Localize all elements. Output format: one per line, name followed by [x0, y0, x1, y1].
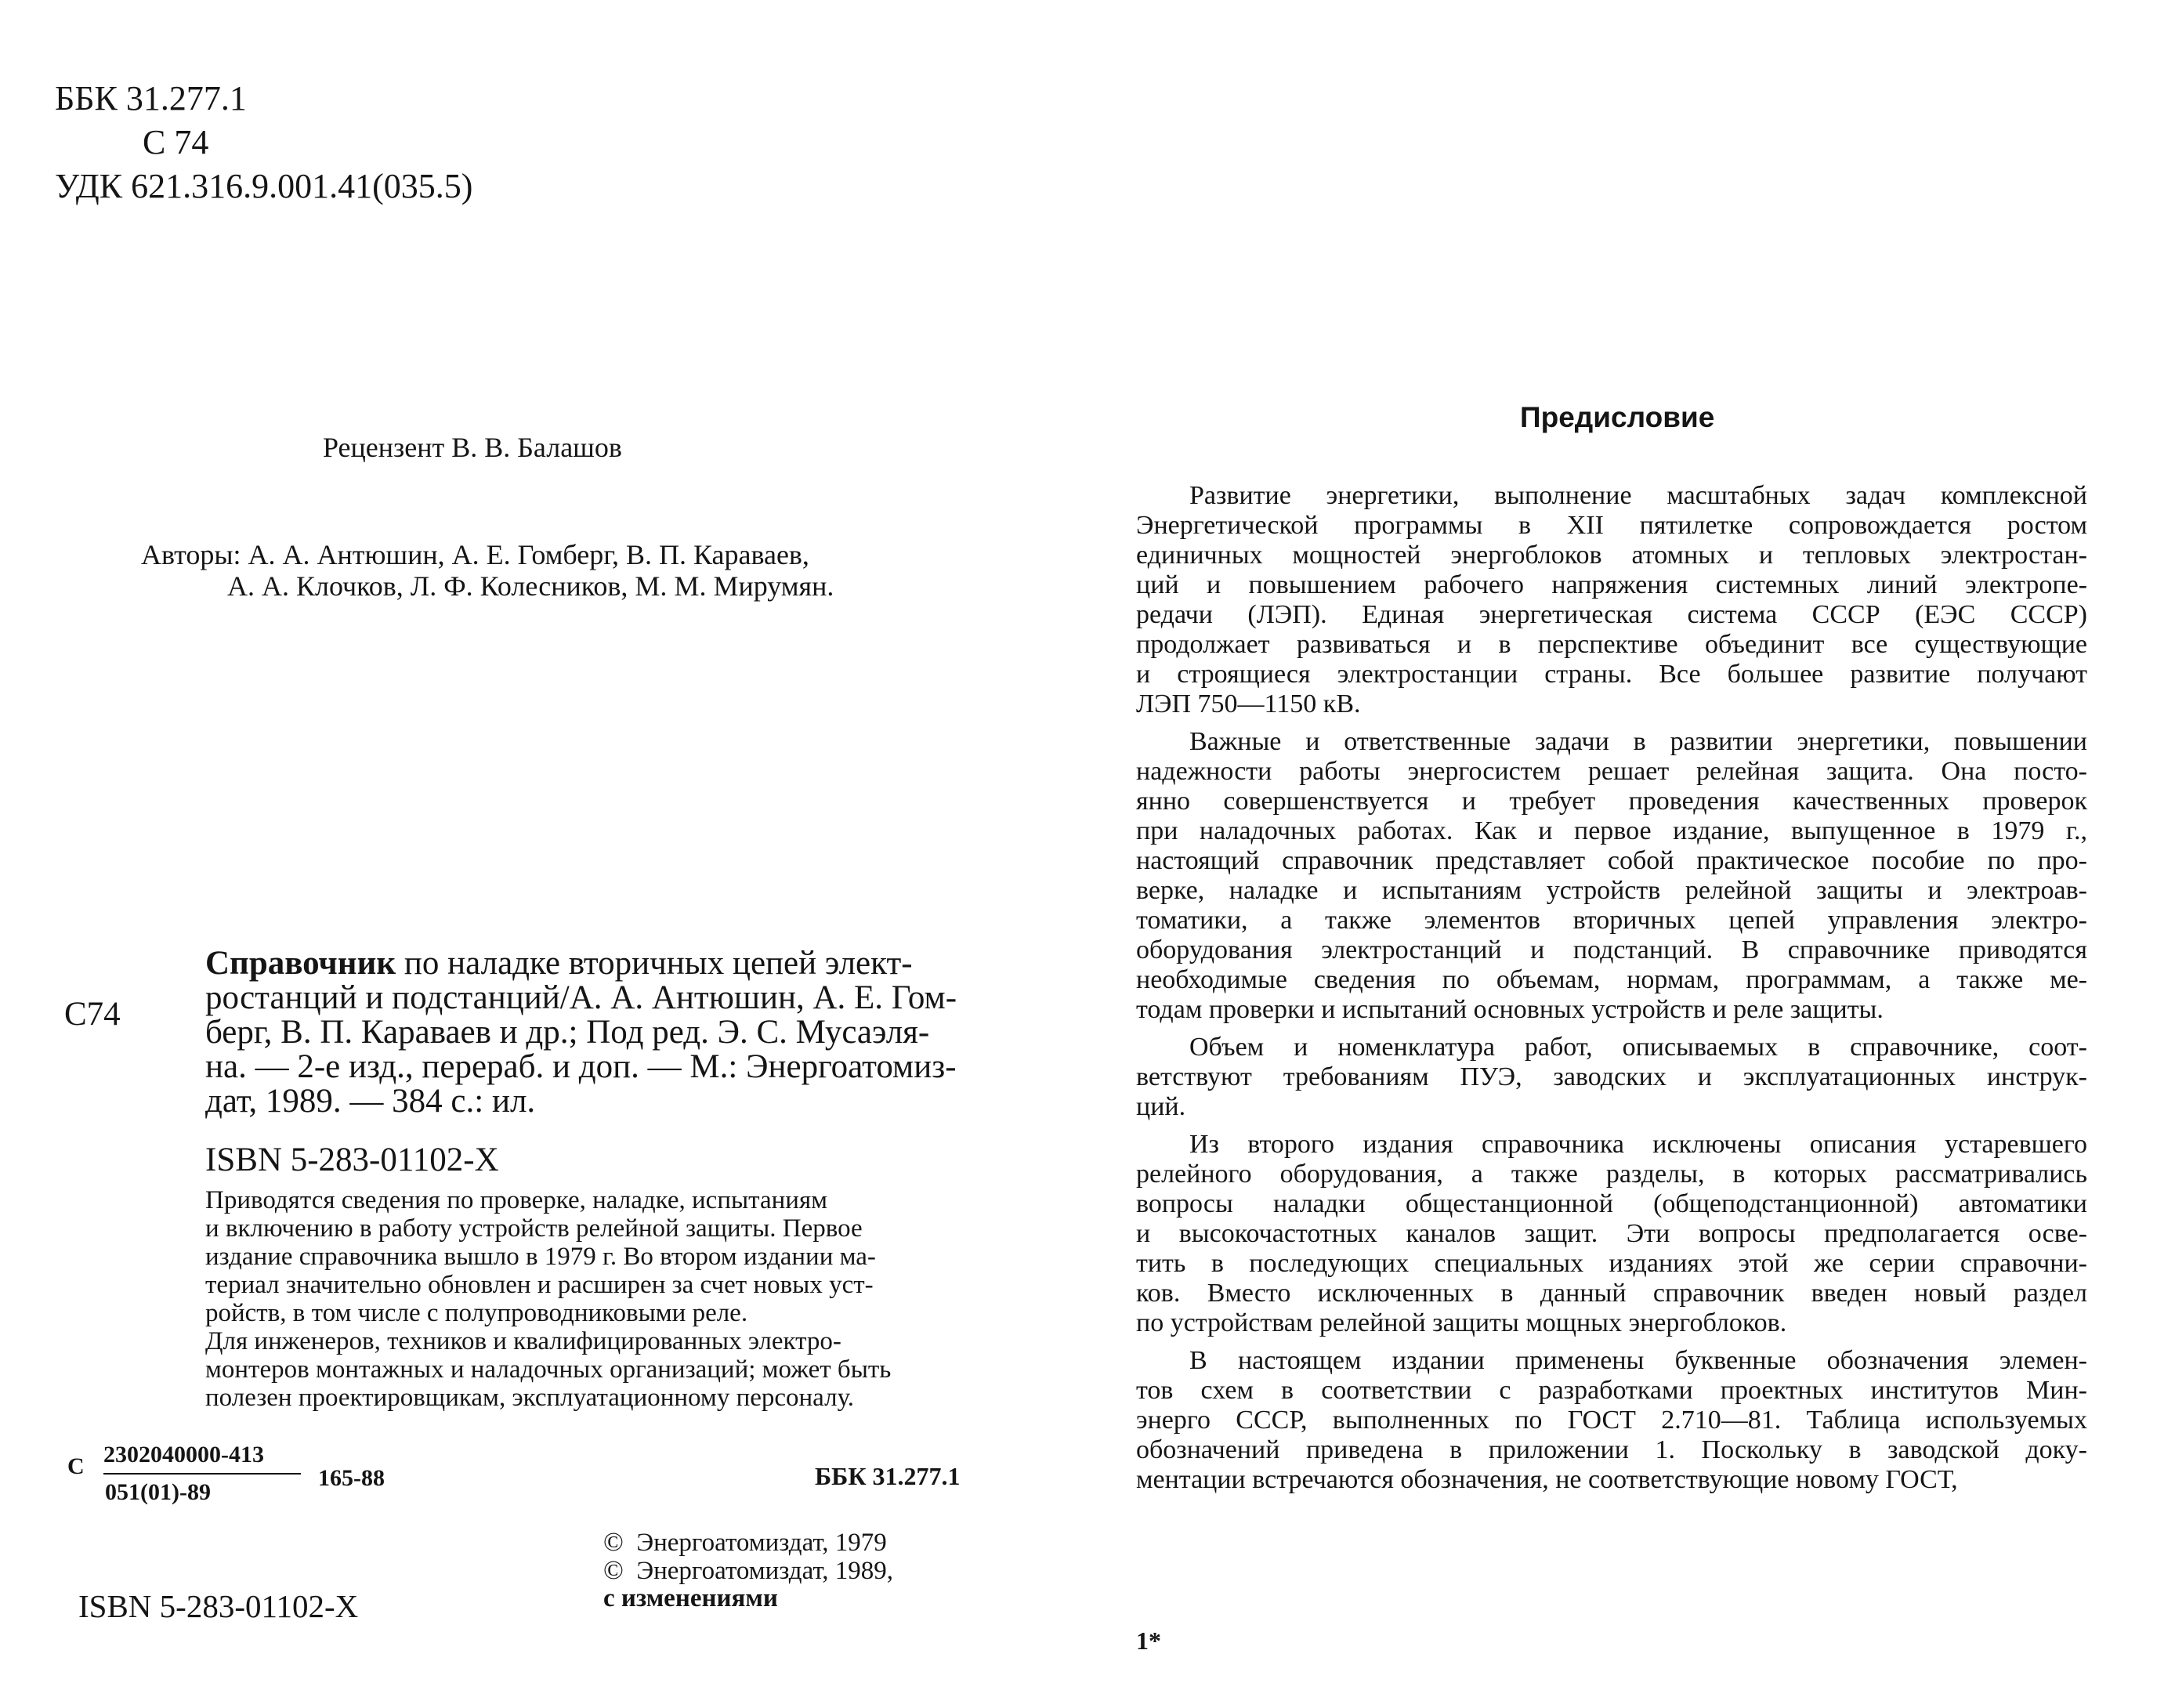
preface-line: тодам проверки и испытаний основных устройств и реле защиты.	[1136, 995, 1884, 1024]
citation-line-5: дат, 1989. — 384 с.: ил.	[205, 1083, 536, 1120]
abstract-line: и включению в работу устройств релейной защиты. Первое	[205, 1214, 863, 1243]
preface-line: вопросы наладки общестанционной (общеподстанционной) автоматики	[1136, 1189, 2087, 1218]
preface-line: верке, наладке и испытаниям устройств релейной защиты и электроав-	[1136, 876, 2087, 905]
isbn-bottom: ISBN 5-283-01102-Х	[78, 1588, 359, 1624]
preface-line: тить в последующих специальных изданиях этой же серии справочни-	[1136, 1249, 2087, 1278]
abstract-line: Приводятся сведения по проверке, наладке, испытаниям	[205, 1186, 828, 1214]
isbn-citation: ISBN 5-283-01102-Х	[205, 1142, 499, 1178]
preface-line: необходимые сведения по объемам, нормам, программам, а также ме-	[1136, 965, 2087, 994]
preface-line: ветствуют требованиям ПУЭ, заводских и эксплуатационных инструк-	[1136, 1062, 2087, 1091]
authors-line-2: А. А. Клочков, Л. Ф. Колесников, М. М. Мирумян.	[227, 570, 834, 602]
preface-paragraph	[1136, 483, 2087, 721]
classification-numerator: 2302040000-413	[103, 1442, 264, 1467]
udk-code: УДК 621.316.9.001.41(035.5)	[55, 167, 473, 205]
preface-line: надежности работы энергосистем решает релейная защита. Она посто-	[1136, 757, 2087, 786]
citation-line-3: берг, В. П. Караваев и др.; Под ред. Э. С. Мусаэля-	[205, 1014, 930, 1051]
citation-line-2: ростанций и подстанций/А. А. Антюшин, А. Е. Гом-	[205, 979, 957, 1016]
classification-fraction	[103, 1442, 301, 1506]
preface-line: ментации встречаются обозначения, не соответствующие новому ГОСТ,	[1136, 1465, 1958, 1494]
abstract-line: полезен проектировщикам, эксплуатационному персоналу.	[205, 1384, 855, 1412]
preface-line: обозначений приведена в приложении 1. Поскольку в заводской доку-	[1136, 1435, 2087, 1464]
preface-line: янно совершенствуется и требует проведения качественных проверок	[1136, 787, 2087, 816]
classification-denominator: 051(01)-89	[105, 1479, 211, 1505]
copyright-icon: ©	[603, 1528, 624, 1557]
preface-line: В настоящем издании применены буквенные обозначения элемен-	[1189, 1346, 2087, 1375]
preface-line: Энергетической программы в XII пятилетке сопровождается ростом	[1136, 511, 2087, 540]
authors-line-1: Авторы: А. А. Антюшин, А. Е. Гомберг, В. П. Караваев,	[141, 539, 809, 570]
abstract-line: ройств, в том числе с полупроводниковыми реле.	[205, 1299, 748, 1327]
preface-line: единичных мощностей энергоблоков атомных и тепловых электростан-	[1136, 541, 2087, 570]
copyright-line-2	[603, 1558, 893, 1586]
reviewer-line: Рецензент В. В. Балашов	[323, 432, 622, 463]
preface-line: релейного оборудования, а также разделы, в которых рассматривались	[1136, 1160, 2087, 1189]
abstract-line: издание справочника вышло в 1979 г. Во втором издании ма-	[205, 1243, 876, 1271]
preface-line: при наладочных работах. Как и первое издание, выпущенное в 1979 г.,	[1136, 816, 2087, 845]
preface-paragraph	[1136, 1348, 2087, 1496]
copyright-text-2: Энергоатомиздат, 1989,	[636, 1557, 894, 1585]
preface-paragraph	[1136, 729, 2087, 1026]
citation-line-1-rest: по наладке вторичных цепей элект-	[396, 945, 913, 982]
preface-line: Из второго издания справочника исключены описания устаревшего	[1189, 1130, 2087, 1159]
fraction-bar	[103, 1473, 301, 1475]
preface-line: продолжает развиваться и в перспективе объединит все существующие	[1136, 630, 2087, 659]
citation-line-4: на. — 2-е изд., перераб. и доп. — М.: Энергоатомиз-	[205, 1048, 957, 1085]
preface-line: и высокочастотных каналов защит. Эти вопросы предполагается осве-	[1136, 1219, 2087, 1248]
abstract-line: Для инженеров, техников и квалифицированных электро-	[205, 1327, 841, 1355]
preface-line: ков. Вместо исключенных в данный справочник введен новый раздел	[1136, 1279, 2087, 1308]
preface-paragraph	[1136, 1131, 2087, 1340]
copyright-block	[603, 1529, 893, 1614]
preface-line: Развитие энергетики, выполнение масштабных задач комплексной	[1189, 481, 2087, 510]
preface-line: ций и повышением рабочего напряжения системных линий электропе-	[1136, 570, 2087, 599]
preface-line: энерго СССР, выполненных по ГОСТ 2.710—81. Таблица используемых	[1136, 1406, 2087, 1435]
preface-line: ций.	[1136, 1092, 1186, 1121]
book-id: С74	[64, 996, 121, 1033]
preface-line: редачи (ЛЭП). Единая энергетическая система СССР (ЕЭС СССР)	[1136, 600, 2087, 629]
preface-line: тов схем в соответствии с разработками проектных институтов Мин-	[1136, 1376, 2087, 1405]
abstract-line: териал значительно обновлен и расширен за счет новых уст-	[205, 1271, 874, 1299]
classification-prefix: С	[67, 1453, 85, 1479]
author-mark-code: С 74	[143, 123, 209, 161]
preface-line: ЛЭП 750—1150 кВ.	[1136, 689, 1361, 718]
preface-line: томатики, а также элементов вторичных цепей управления электро-	[1136, 906, 2087, 935]
bbk-code: ББК 31.277.1	[55, 79, 247, 118]
bibliographic-citation	[205, 946, 957, 1119]
preface-line: оборудования электростанций и подстанций. В справочнике приводятся	[1136, 935, 2087, 964]
preface-line: настоящий справочник представляет собой практическое пособие по про-	[1136, 846, 2087, 875]
authors-block	[141, 541, 834, 603]
preface-line: и строящиеся электростанции страны. Все большее развитие получают	[1136, 660, 2087, 689]
preface-paragraph	[1136, 1034, 2087, 1124]
page-number: 1*	[1136, 1627, 1161, 1655]
abstract	[205, 1188, 891, 1413]
citation-line-1	[205, 946, 957, 981]
citation-title: Справочник	[205, 945, 396, 982]
copyright-line-3: с изменениями	[603, 1584, 778, 1612]
classification-suffix: 165-88	[318, 1465, 385, 1491]
preface-line: Объем и номенклатура работ, описываемых в справочнике, соот-	[1189, 1033, 2087, 1062]
catalog-codes	[55, 81, 472, 213]
copyright-icon: ©	[603, 1556, 624, 1585]
preface-line: по устройствам релейной защиты мощных энергоблоков.	[1136, 1308, 1787, 1337]
preface-title: Предисловие	[1520, 401, 1715, 433]
copyright-line-1	[603, 1529, 893, 1558]
bbk-bottom: ББК 31.277.1	[815, 1462, 961, 1490]
abstract-line: монтеров монтажных и наладочных организаций; может быть	[205, 1355, 892, 1384]
copyright-text-1: Энергоатомиздат, 1979	[636, 1529, 887, 1557]
preface-body	[1136, 483, 2087, 1496]
preface-line: Важные и ответственные задачи в развитии энергетики, повышении	[1189, 727, 2087, 756]
